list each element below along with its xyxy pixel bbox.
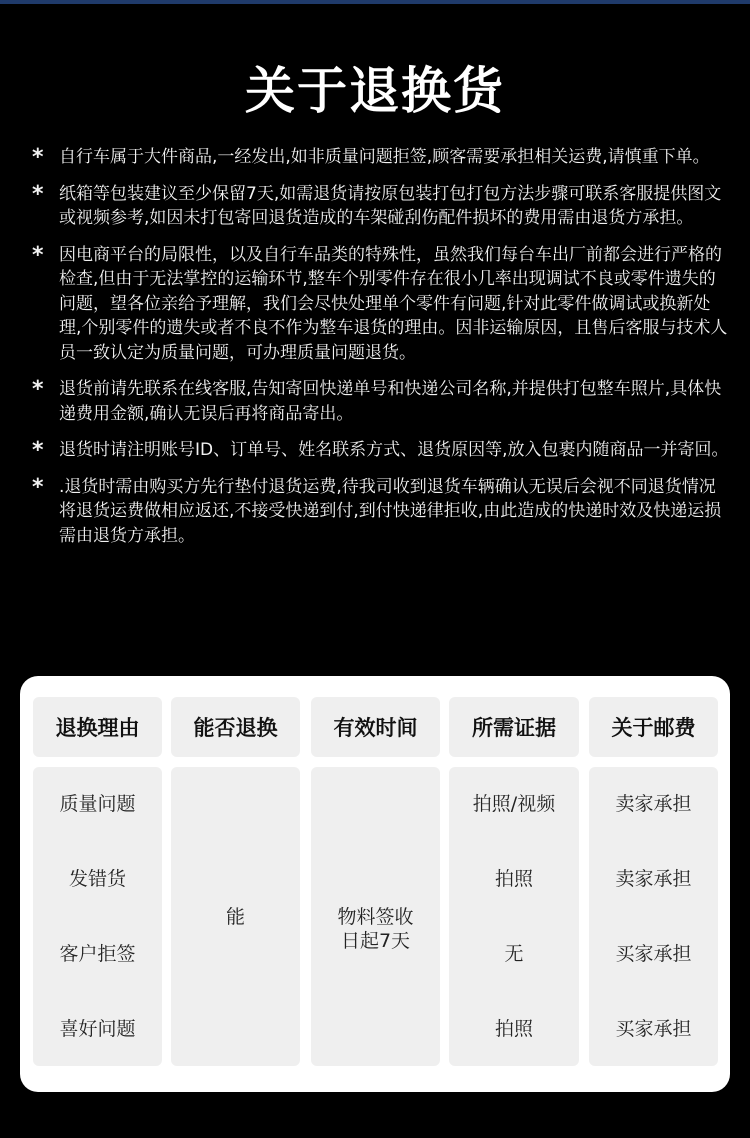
reason-cell: 喜好问题 [59,1018,136,1040]
header-reason: 退换理由 [33,697,162,757]
evidence-cell: 无 [504,943,524,965]
evidence-cell: 拍照/视频 [472,793,556,815]
note-item [30,377,730,426]
postage-cell: 买家承担 [615,943,692,965]
note-text: 退货时请注明账号ID、订单号、姓名联系方式、退货原因等,放入包裹内随商品一并寄回。 [59,440,729,460]
reason-cell: 质量问题 [59,793,136,815]
header-valid-time: 有效时间 [311,697,440,757]
top-accent-bar [0,0,750,4]
page-title: 关于退换货 [245,62,505,120]
asterisk-icon: * [32,377,44,402]
note-text: 自行车属于大件商品,一经发出,如非质量问题拒签,顾客需要承担相关运费,请慎重下单。 [59,147,710,167]
note-text: 退货前请先联系在线客服,告知寄回快递单号和快递公司名称,并提供打包整车照片,具体快递费用金额,确认无误后再将商品寄出。 [59,379,722,424]
note-item [30,145,730,170]
evidence-cell: 拍照 [494,1018,533,1040]
asterisk-icon: * [32,474,44,500]
asterisk-icon: * [32,242,44,268]
can-return-column [171,767,300,1066]
note-text: 纸箱等包装建议至少保留7天,如需退货请按原包装打包打包方法步骤可联系客服提供图文或视频参考,如因未打包寄回退货造成的车架碰刮伤配件损坏的费用需由退货方承担。 [59,183,722,228]
asterisk-icon: * [32,181,44,207]
header-evidence: 所需证据 [449,697,579,757]
note-item [30,182,730,231]
note-item [30,475,730,549]
note-item [30,243,730,366]
reason-cell: 发错货 [68,868,126,890]
postage-cell: 买家承担 [615,1018,692,1040]
reason-cell: 客户拒签 [59,943,136,965]
asterisk-icon: * [32,438,44,463]
return-policy-table [20,676,730,1092]
can-return-cell: 能 [225,905,245,928]
postage-cell: 卖家承担 [615,868,692,890]
valid-time-cell: 物料签收 日起7天 [337,905,414,952]
header-can-return: 能否退换 [171,697,300,757]
valid-time-column [311,767,440,1066]
asterisk-icon: * [32,145,44,170]
reason-column [33,767,162,1066]
evidence-cell: 拍照 [494,868,533,890]
note-text: .退货时需由购买方先行垫付退货运费,待我司收到退货车辆确认无误后会视不同退货情况将退货运费做相应返还,不接受快递到付,到付快递律拒收,由此造成的快递时效及快递运损需由退货方承担。 [59,476,722,546]
note-item [30,438,730,463]
postage-column [589,767,718,1066]
postage-cell: 卖家承担 [615,793,692,815]
note-text: 因电商平台的局限性，以及自行车品类的特殊性，虽然我们每台车出厂前都会进行严格的检查,但由于无法掌控的运输环节,整车个别零件存在很小几率出现调试不良或零件遗失的问题，望各位亲给予理解，我们会尽快处理单个零件有问题,针对此零件做调试或换新处理,个别零件的遗失或者不良不作为整车退货的理由。因非运输原因，且售后客服与技术人员一致认定为质量问题，可办理质量问题退货。 [59,244,728,363]
header-postage: 关于邮费 [589,697,718,757]
notes-list [30,145,730,560]
evidence-column [449,767,579,1066]
